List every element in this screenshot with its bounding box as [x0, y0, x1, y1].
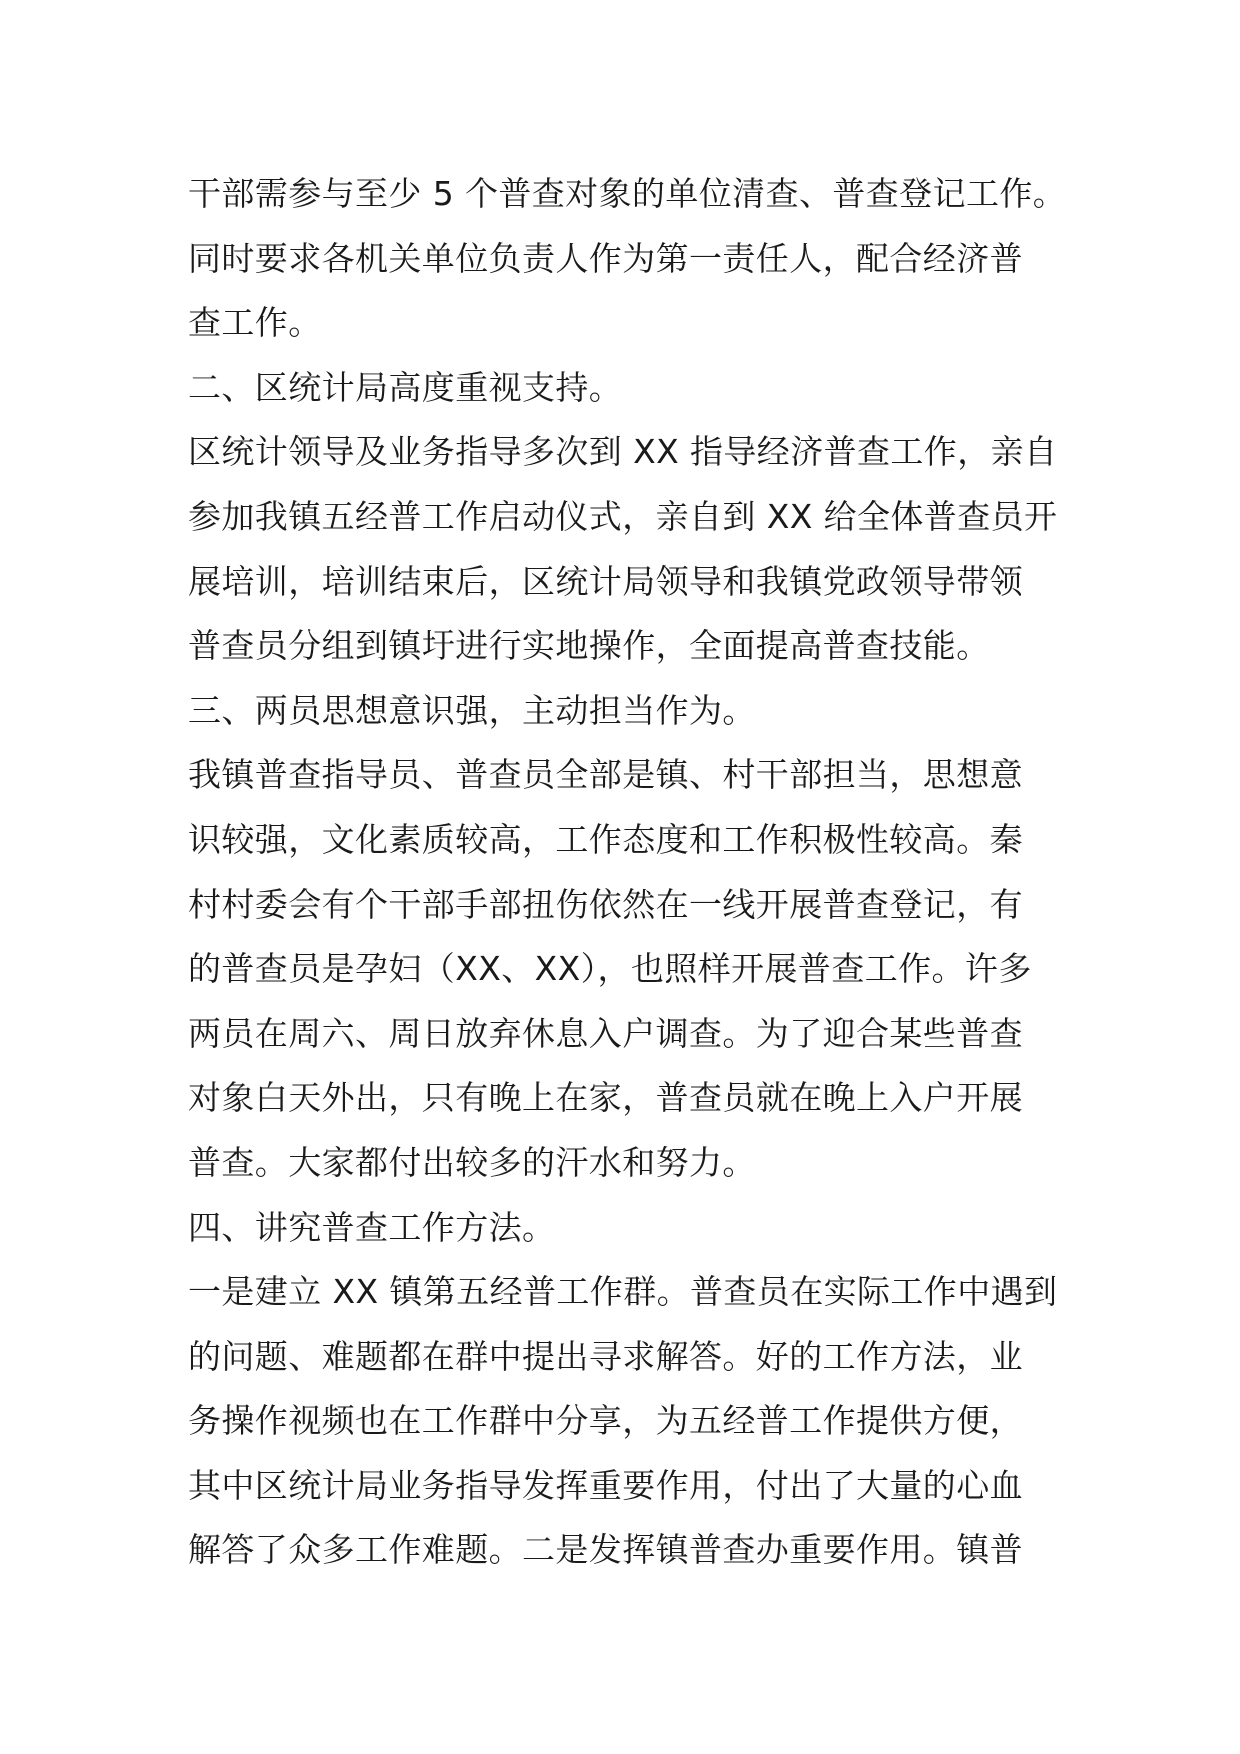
text-line: 务操作视频也在工作群中分享，为五经普工作提供方便， [188, 1401, 1023, 1441]
text-line: 查工作。 [188, 303, 322, 343]
text-line: 区统计领导及业务指导多次到 XX 指导经济普查工作，亲自 [188, 432, 1058, 472]
text-line: 识较强，文化素质较高，工作态度和工作积极性较高。秦 [188, 819, 1023, 859]
section-heading: 四、讲究普查工作方法。 [188, 1207, 556, 1247]
text-line: 的问题、难题都在群中提出寻求解答。好的工作方法，业 [188, 1336, 1023, 1376]
text-line: 解答了众多工作难题。二是发挥镇普查办重要作用。镇普 [188, 1530, 1023, 1570]
text-line: 参加我镇五经普工作启动仪式，亲自到 XX 给全体普查员开 [188, 496, 1058, 536]
text-line: 展培训，培训结束后，区统计局领导和我镇党政领导带领 [188, 561, 1023, 601]
section-heading: 三、两员思想意识强，主动担当作为。 [188, 690, 756, 730]
text-line: 同时要求各机关单位负责人作为第一责任人，配合经济普 [188, 238, 1023, 278]
text-line: 普查员分组到镇圩进行实地操作，全面提高普查技能。 [188, 626, 990, 666]
text-line: 我镇普查指导员、普查员全部是镇、村干部担当，思想意 [188, 755, 1023, 795]
text-line: 其中区统计局业务指导发挥重要作用，付出了大量的心血 [188, 1465, 1023, 1505]
text-line: 对象白天外出，只有晚上在家，普查员就在晚上入户开展 [188, 1078, 1023, 1118]
text-line: 一是建立 XX 镇第五经普工作群。普查员在实际工作中遇到 [188, 1272, 1058, 1312]
text-line: 两员在周六、周日放弃休息入户调查。为了迎合某些普查 [188, 1013, 1023, 1053]
text-line: 普查。大家都付出较多的汗水和努力。 [188, 1142, 756, 1182]
body-text [188, 162, 1067, 1583]
text-line: 村村委会有个干部手部扭伤依然在一线开展普查登记，有 [188, 884, 1023, 924]
section-heading: 二、区统计局高度重视支持。 [188, 367, 623, 407]
text-line: 的普查员是孕妇（XX、XX），也照样开展普查工作。许多 [188, 949, 1032, 989]
text-line: 干部需参与至少 5 个普查对象的单位清查、普查登记工作。 [188, 174, 1067, 213]
